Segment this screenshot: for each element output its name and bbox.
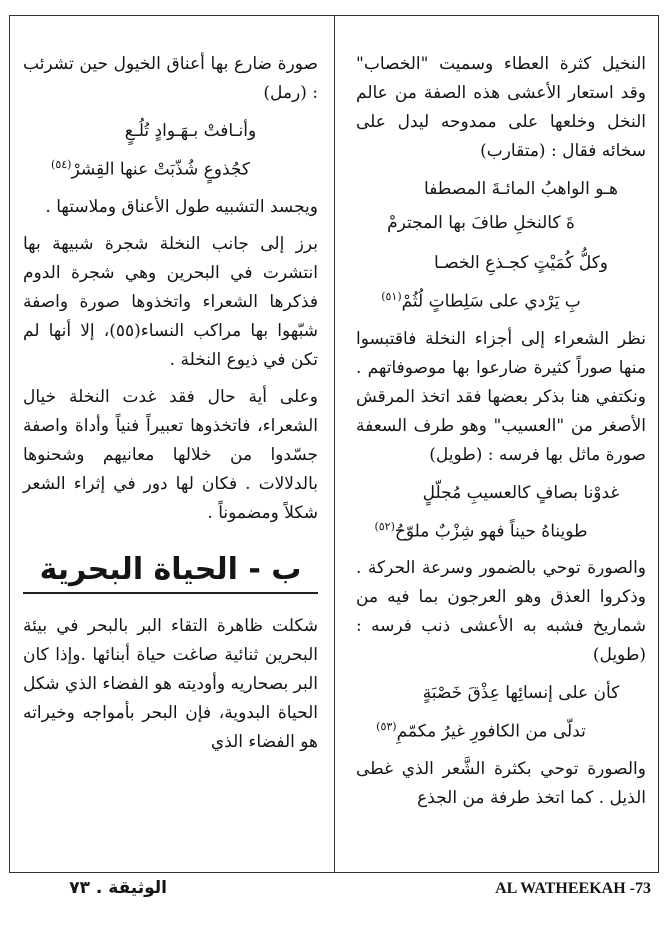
verse-hemistich [23, 148, 318, 187]
verse-hemistich: هـو الواهبُ المائـةَ المصطفا [424, 179, 618, 199]
paragraph: ويجسد التشبيه طول الأعناق وملاستها . [45, 196, 318, 217]
right-column [356, 50, 646, 813]
verse-text: كجُذوعٍ شُذّبَتْ عنها القِشرْ [71, 159, 250, 180]
footer-journal-english: AL WATHEEKAH -73 [495, 880, 651, 897]
verse-text: تدلّى من الكافورِ غيرُ مكمّمِ [396, 721, 586, 742]
citation-number: (٥٣) [376, 720, 397, 734]
paragraph: صورة ضارع بها أعناق الخيول حين تشرئب : (رمل) [23, 54, 318, 103]
verse-hemistich [356, 280, 646, 319]
verse-hemistich: وأنـافتْ بـهَـوادٍ تُلُـعٍ [124, 121, 257, 141]
paragraph: برز إلى جانب النخلة شجرة شبيهة بها انتشرت في البحرين وهي شجرة الدوم فذكرها الشعراء واتخذوها صورة واصفة شبّهوا بها مراكب النساء(٥٥)، إلا أنها لم تكن في ذيوع النخلة . [23, 233, 318, 370]
paragraph: والصورة توحي بكثرة الشَّعر الذي غطى الذيل . كما اتخذ طرفة من الجذع [356, 758, 646, 808]
paragraph: شكلت ظاهرة التقاء البر بالبحر في بيئة البحرين ثنائية صاغت حياة أبنائها .وإذا كان البر بصحاريه وأوديته هو الفضاء الذي شكل الحياة البدوية، فإن البحر بأمواجه وخيراته هو الفضاء الذي [22, 615, 318, 752]
verse-hemistich: كأن على إنسائِها عِذْقَ خَصْبَةٍ [422, 683, 620, 704]
poem-verse [356, 476, 646, 549]
verse-hemistich: وكلُّ كُمَيْتٍ كجـذعِ الخصـا [433, 253, 609, 273]
verse-hemistich: ةَ كالنخلِ طافَ بها المجترمْ [387, 213, 575, 233]
verse-hemistich [356, 710, 646, 749]
poem-verse [23, 114, 318, 187]
citation-number: (٥١) [381, 290, 402, 303]
poem-verse [356, 246, 646, 319]
paragraph: النخيل كثرة العطاء وسميت "الخصاب" وقد استعار الأعشى هذه الصفة من عالم النخل وخلعها على ممدوحه ليدل على سخائه فقال : (متقارب) [356, 54, 646, 161]
paragraph: وعلى أية حال فقد غدت النخلة خيال الشعراء، فاتخذوها تعبيراً فنياً وأداة واصفة جسّدوا من خلالها معانيهم وشحنوها بالدلالات . فكان لها دور في إثراء الشعر شكلاً ومضموناً . [23, 386, 318, 523]
column-divider [334, 15, 335, 873]
verse-hemistich: غدوْنا بصافٍ كالعسيبِ مُجلّلٍ [422, 482, 620, 503]
footer-journal-arabic: الوثيقة . ٧٣ [69, 878, 167, 898]
citation-number: (٥٢) [374, 519, 395, 533]
poem-verse [356, 676, 646, 749]
verse-text: طويناهُ حيناً فهو شِزْبٌ ملوّحُ [394, 521, 588, 542]
paragraph: والصورة توحي بالضمور وسرعة الحركة . وذكروا العذق وهو العرجون بما فيه من شماريخ فشبه به الأعشى ذنب فرسه : (طويل) [356, 558, 646, 666]
left-column [23, 50, 318, 757]
verse-hemistich [356, 510, 646, 549]
paragraph: نظر الشعراء إلى أجزاء النخلة فاقتبسوا منها صوراً كثيرة ضارعوا بها موصوفاتهم . ونكتفي هنا بذكر بعضها فقد اتخذ المرقش الأصغر من "العسيب" وهو طرف السعفة صورة ماثل بها فرسه : (طويل) [356, 328, 646, 465]
section-heading: ب - الحياة البحرية [23, 548, 318, 594]
citation-number: (٥٤) [51, 158, 72, 171]
poem-verse [356, 172, 646, 240]
verse-text: بِ يَرْدي على سَلِطاتٍ لُثُمْ [401, 291, 581, 312]
